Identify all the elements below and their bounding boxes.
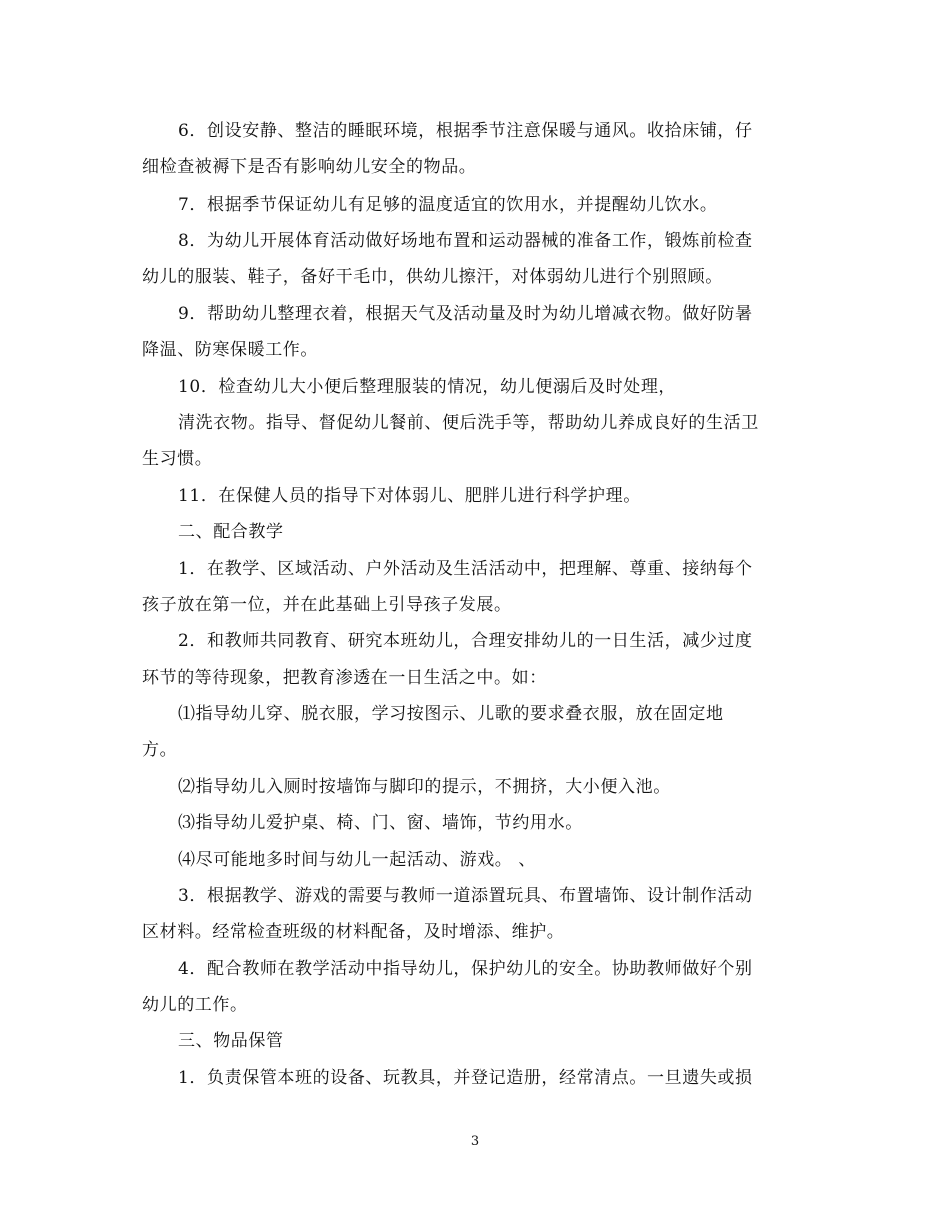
paragraph-line: 3．根据教学、游戏的需要与教师一道添置玩具、布置墙饰、设计制作活动	[178, 886, 753, 906]
paragraph-line: ⑵指导幼儿入厕时按墙饰与脚印的提示，不拥挤，大小便入池。	[178, 777, 671, 797]
paragraph-line: 清洗衣物。指导、督促幼儿餐前、便后洗手等，帮助幼儿养成良好的生活卫	[178, 413, 759, 433]
paragraph-line: ⑴指导幼儿穿、脱衣服，学习按图示、儿歌的要求叠衣服，放在固定地	[178, 704, 724, 724]
paragraph-line: 8．为幼儿开展体育活动做好场地布置和运动器械的准备工作，锻炼前检查	[178, 231, 753, 251]
paragraph-line: 11．在保健人员的指导下对体弱儿、肥胖儿进行科学护理。	[178, 486, 641, 506]
paragraph-line: 9．帮助幼儿整理衣着，根据天气及活动量及时为幼儿增减衣物。做好防暑	[178, 304, 753, 324]
paragraph-line: 降温、防寒保暖工作。	[142, 340, 318, 360]
paragraph-line: 10．检查幼儿大小便后整理服装的情况，幼儿便溺后及时处理，	[178, 377, 677, 397]
paragraph-line: 幼儿的服装、鞋子，备好干毛巾，供幼儿擦汗，对体弱幼儿进行个别照顾。	[142, 267, 723, 287]
paragraph-line: ⑷尽可能地多时间与幼儿一起活动、游戏。 、	[178, 850, 537, 870]
paragraph-line: 生习惯。	[142, 449, 213, 469]
paragraph-line: 1．在教学、区域活动、户外活动及生活活动中，把理解、尊重、接纳每个	[178, 559, 753, 579]
paragraph-line: 细检查被褥下是否有影响幼儿安全的物品。	[142, 157, 477, 177]
section-heading: 三、物品保管	[178, 1031, 284, 1051]
paragraph-line: ⑶指导幼儿爱护桌、椅、门、窗、墙饰，节约用水。	[178, 813, 583, 833]
paragraph-line: 方。	[142, 740, 178, 760]
paragraph-line: 幼儿的工作。	[142, 995, 248, 1015]
paragraph-line: 6．创设安静、整洁的睡眠环境，根据季节注意保暖与通风。收拾床铺，仔	[178, 121, 753, 141]
paragraph-line: 环节的等待现象，把教育渗透在一日生活之中。如：	[142, 668, 547, 688]
paragraph-line: 7．根据季节保证幼儿有足够的温度适宜的饮用水，并提醒幼儿饮水。	[178, 195, 718, 215]
paragraph-line: 4．配合教师在教学活动中指导幼儿，保护幼儿的安全。协助教师做好个别	[178, 959, 753, 979]
paragraph-line: 孩子放在第一位，并在此基础上引导孩子发展。	[142, 595, 512, 615]
page-number: 3	[470, 1134, 480, 1149]
paragraph-line: 2．和教师共同教育、研究本班幼儿，合理安排幼儿的一日生活，减少过度	[178, 631, 753, 651]
paragraph-line: 区材料。经常检查班级的材料配备，及时增添、维护。	[142, 922, 565, 942]
paragraph-line: 1．负责保管本班的设备、玩教具，并登记造册，经常清点。一旦遗失或损	[178, 1068, 753, 1088]
section-heading: 二、配合教学	[178, 522, 284, 542]
